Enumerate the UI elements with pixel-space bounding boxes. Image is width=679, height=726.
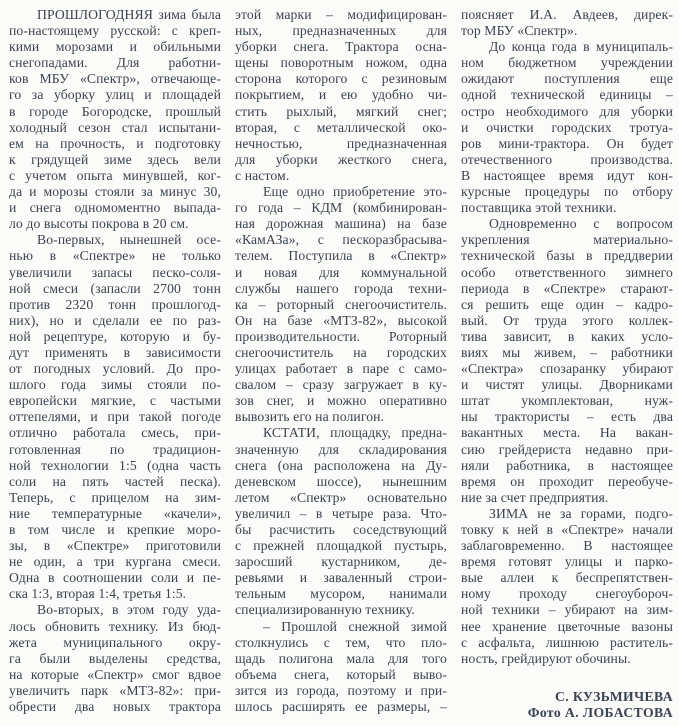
article-text-line: этой марки – модифицирован- [235, 7, 447, 22]
article-text-line: уборки снега. Трактора осна- [235, 39, 447, 55]
article-text-line: Он на базе «МТЗ-82», высокой [235, 312, 447, 328]
article-text-line: нее хранение цветочные вазоны [461, 618, 673, 634]
article-text-line: Еще одно приобретение это- [263, 184, 447, 200]
article-text-line: увеличить парк «МТЗ-82»: при- [9, 682, 221, 698]
article-text-line: периода в «Спектре» старают- [461, 280, 673, 296]
article-text-line: ожидают поступления еще [461, 71, 673, 87]
article-text-line: ны трактористы – есть два [461, 409, 673, 425]
article-text-line: холодный сезон стал испытани- [9, 119, 221, 135]
article-text-line: ном бюджетном учреждении [461, 55, 673, 71]
article-text-line: в том числе и крепкие моро- [9, 522, 221, 537]
article-text-line: «КамАЗа», с пескоразбрасыва- [235, 232, 447, 248]
article-text-line: службы нашего города техни- [235, 280, 447, 296]
article-text-line: отлично работала смесь, при- [9, 425, 221, 441]
article-column-1 [9, 7, 221, 726]
article-text-line: свалом – сразу загружает в ку- [235, 377, 447, 393]
article-text-line: поставщика этой техники. [461, 200, 617, 216]
article-text-line: ПРОШЛОГОДНЯЯ зима была [37, 7, 221, 22]
article-text-line: штат укомплектован, нуж- [461, 393, 673, 409]
article-text-line: вакантных места. На вакан- [461, 425, 673, 441]
article-text-line: значенную для складирования [235, 441, 447, 457]
article-text-line: с асфальта, лишнюю раститель- [461, 634, 673, 650]
article-text-line: в городе Богородске, прошлый [9, 103, 221, 119]
article-text-line: ной технологии 1:5 (одна часть [9, 457, 221, 473]
article-text-line: телем. Поступила в «Спектр» [235, 248, 447, 264]
article-text-line: с настом. [235, 167, 290, 183]
article-text-line: поясняет И.А. Авдеев, дирек- [461, 7, 673, 22]
article-text-line: вый. От труда этого коллек- [461, 312, 673, 328]
article-text-line: стить рыхлый, мягкий снег; [235, 103, 447, 119]
article-text-line: ем на прочность, и подготовку [9, 135, 221, 151]
article-text-line: специализированную технику. [235, 602, 415, 618]
article-text-line: одной технической единицы – [461, 87, 673, 103]
article-text-line: Во-первых, нынешней осе- [37, 232, 221, 248]
article-text-line: улицах работает в паре с само- [235, 361, 447, 377]
article-text-line: технической базы в преддверии [461, 248, 673, 264]
article-text-line: и новая для коммунальной [235, 264, 447, 280]
article-text-line: снегоочиститель на городских [235, 344, 447, 360]
article-text-line: объема снега, который выво- [235, 666, 447, 682]
article-text-line: ся решить еще один – кадро- [461, 296, 673, 312]
article-text-line: ска 1:3, вторая 1:4, третья 1:5. [9, 586, 187, 602]
article-text-line: с учетом опыта минувшей, ког- [9, 167, 221, 183]
article-text-line: тор МБУ «Спектр». [461, 23, 578, 39]
article-text-line: «Спектра» спозаранку убирают [461, 361, 673, 377]
article-text-line: тельным мусором, нанимали [235, 586, 447, 602]
article-text-line: европейски мягкие, с частыми [9, 393, 221, 409]
article-text-line: кими морозами и обильными [9, 39, 221, 55]
article-text-line: не один, а три кургана смеси. [9, 554, 221, 570]
article-text-line: деневском шоссе), нынешним [235, 473, 447, 489]
article-text-line: увеличил – в четыре раза. Что- [235, 505, 447, 521]
article-text-line: зится из города, поэтому и при- [235, 682, 447, 698]
article-text-line: для уборки жесткого снега, [235, 151, 447, 167]
article-text-line: Теперь, с прицелом на зим- [9, 489, 221, 505]
article-text-line: сию грейдериста недавно при- [461, 441, 673, 457]
article-text-line: ная дорожная машина) на базе [235, 216, 447, 232]
article-text-line: вые аллеи к беспрепятствен- [461, 570, 673, 586]
article-text-line: летом «Спектр» основательно [235, 489, 447, 505]
article-text-line: готовленная по традицион- [9, 441, 221, 457]
article-text-line: курсные процедуры по отбору [461, 184, 673, 200]
article-text-line: жета муниципального окру- [9, 634, 221, 650]
article-text-line: КСТАТИ, площадку, предна- [263, 425, 447, 441]
article-text-line: ной рецептуре, которую и бу- [9, 328, 221, 344]
article-text-line: снега (она расположена на Ду- [235, 457, 447, 473]
article-text-line: ков МБУ «Спектр», отвечающе- [9, 71, 221, 87]
article-text-line: время он проходит переобуче- [461, 473, 673, 489]
article-text-line: Одновременно с вопросом [489, 216, 673, 232]
article-text-line: – Прошлой снежной зимой [263, 618, 447, 634]
article-text-line: го года – КДМ (комбинирован- [235, 200, 447, 216]
article-text-line: зов снег, и можно оперативно [235, 393, 447, 409]
article-text-line: В настоящее время идут кон- [461, 167, 673, 183]
article-text-line: Во-вторых, в этом году уда- [37, 602, 221, 618]
article-text-line: нечностью, предназначенная [235, 135, 447, 151]
article-text-line: ло до высоты покрова в 20 см. [9, 216, 189, 232]
article-text-line: и чистят улицы. Дворниками [461, 377, 673, 393]
article-text-line: вывозить его на полигон. [235, 409, 385, 425]
article-text-line: виях мы живем, – работники [461, 344, 673, 360]
article-text-line: ЗИМА не за горами, подго- [489, 505, 673, 521]
article-text-line: увеличили запасы песко-соля- [9, 264, 221, 280]
article-text-line: ние за счет предприятия. [461, 489, 609, 505]
article-text-line: с прежней площадкой пустырь, [235, 538, 447, 554]
article-text-line: тива зависит, в каких усло- [461, 328, 673, 344]
article-text-line: производительности. Роторный [235, 328, 447, 344]
article-text-line: остро необходимого для уборки [461, 103, 673, 119]
article-text-line: Одна в соотношении соли и пе- [9, 570, 221, 586]
article-text-line: да и морозы стояли за минус 30, [9, 184, 221, 200]
article-text-line: го за уборку улиц и площадей [9, 87, 221, 103]
article-text-line: время готовят улицы и парко- [461, 554, 673, 570]
article-text-line: покрытием, и ею удобно чи- [235, 87, 447, 103]
article-text-line: заросший кустарником, де- [235, 554, 447, 570]
article-text-line: заблаговременно. В настоящее [461, 538, 673, 554]
article-text-line: ность, грейдируют обочины. [461, 650, 631, 666]
article-text-line: шлось расширять ее размеры, – [235, 699, 447, 715]
article-text-line: До конца года в муниципаль- [489, 39, 673, 55]
article-text-line: и очистки городских тротуа- [461, 119, 673, 135]
article-text-line: ревьями и заваленный строи- [235, 570, 447, 586]
article-text-line: дут применять в зависимости [9, 344, 221, 360]
article-text-line: обрести два новых трактора [9, 699, 221, 715]
article-text-line: лось обновить технику. Из бюд- [9, 618, 221, 634]
article-text-line: особо ответственного зимнего [461, 264, 673, 280]
byline-line: Фото А. ЛОБАСТОВА [527, 704, 673, 720]
article-text-line: от погодных условий. До про- [9, 361, 221, 377]
article-text-line: ной смеси (запасли 2700 тонн [9, 280, 221, 296]
article-text-line: ной техники – убирают на зим- [461, 602, 673, 618]
article-text-line: ров мини-трактора. Он будет [461, 135, 673, 151]
article-text-line: к грядущей зиме здесь вели [9, 151, 221, 167]
article-text-line: них), но и сделали ее по раз- [9, 312, 221, 328]
article-text-line: и снега одномоментно выпада- [9, 200, 221, 216]
article-text-line: столкнулись с тем, что пло- [235, 634, 447, 650]
article-text-line: на которые «Спектр» смог вдвое [9, 666, 221, 682]
article-text-line: нью в «Спектре» не только [9, 248, 221, 264]
article-text-line: отечественного производства. [461, 151, 673, 167]
article-text-line: щены поворотным ножом, одна [235, 55, 447, 71]
article-column-2 [235, 7, 447, 726]
article-text-line: ных, предназначенных для [235, 23, 447, 39]
article-text-line: товку к ней в «Спектре» начали [461, 522, 673, 537]
article-text-line: зы, в «Спектре» приготовили [9, 538, 221, 554]
article-text-line: шлого года зимы стояли по- [9, 377, 221, 393]
article-text-line: бы расчистить соседствующий [235, 522, 447, 537]
byline-line: С. КУЗЬМИЧЕВА [554, 688, 673, 704]
article-text-line: соли на пять частей песка). [9, 473, 221, 489]
article-text-line: ние температурные «качели», [9, 505, 221, 521]
article-text-line: укрепления материально- [461, 232, 673, 248]
article-text-line: снегопадами. Для работни- [9, 55, 221, 71]
article-text-line: ному проходу снегоубороч- [461, 586, 673, 602]
article-text-line: сторона которого с резиновым [235, 71, 447, 87]
article-text-line: вторая, с металлической око- [235, 119, 447, 135]
article-text-line: щадь полигона мала для того [235, 650, 447, 666]
article-text-line: оттепелями, и при такой погоде [9, 409, 221, 425]
article-column-3 [461, 7, 673, 726]
article-text-line: против 2320 тонн прошлогод- [9, 296, 221, 312]
article-text-line: по-настоящему русской: с креп- [9, 23, 221, 39]
article-text-line: га были выделены средства, [9, 650, 221, 666]
article-text-line: ка – роторный снегоочиститель. [235, 296, 447, 312]
article-text-line: няли работника, в настоящее [461, 457, 673, 473]
